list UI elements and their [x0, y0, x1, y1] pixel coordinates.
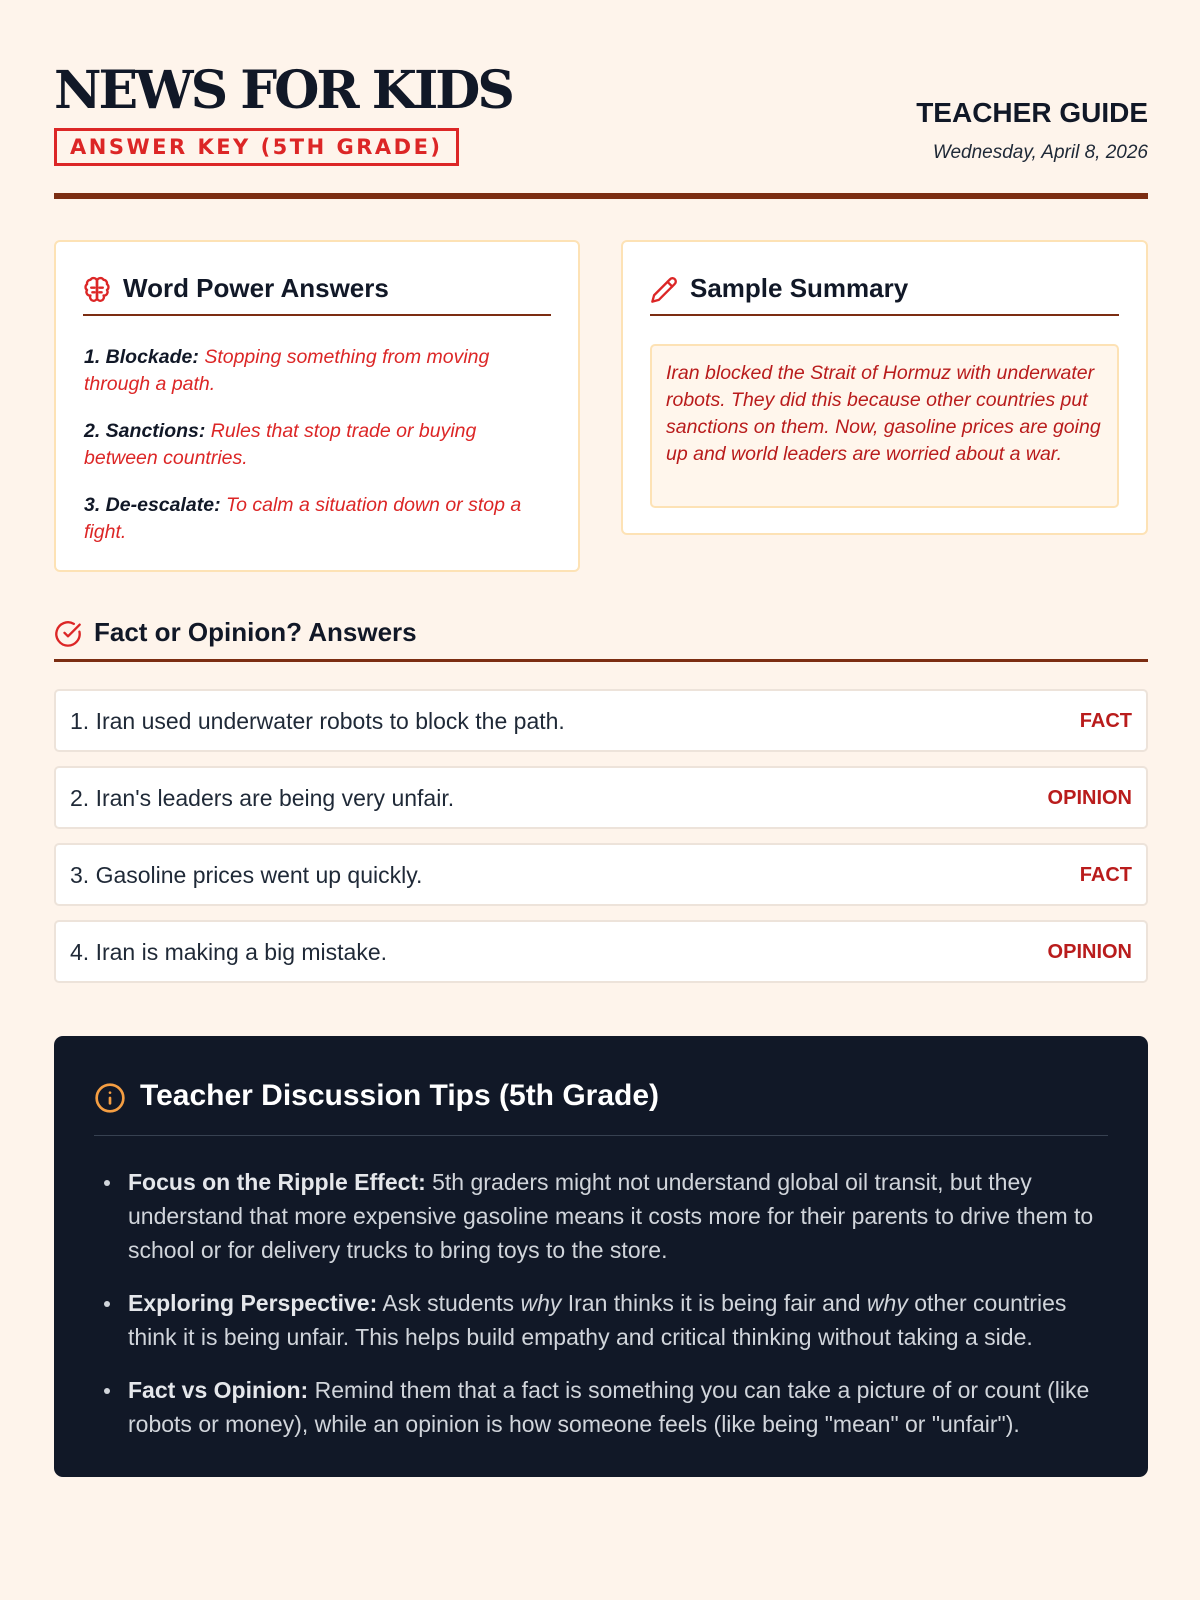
statement-text: 4. Iran is making a big mistake. [70, 939, 388, 965]
tip-label: Fact vs Opinion: [128, 1377, 309, 1403]
guide-title: TEACHER GUIDE [916, 97, 1148, 128]
tip-label: Focus on the Ripple Effect: [128, 1169, 426, 1195]
answer-label: FACT [1079, 710, 1132, 732]
word-power-list [84, 344, 538, 566]
tip-item [128, 1286, 1100, 1354]
word-item [84, 344, 538, 398]
tip-emphasis: why [866, 1290, 908, 1316]
sample-summary-text: Iran blocked the Strait of Hormuz with underwater robots. They did this because other countries put sanctions on them. Now, gasoline prices are going up and world leaders are worried about a war. [650, 344, 1119, 508]
brain-icon [83, 276, 111, 304]
answer-key-badge: ANSWER KEY (5TH GRADE) [54, 128, 459, 166]
word-term: 2. Sanctions: [84, 420, 206, 442]
word-power-card [54, 240, 580, 572]
fact-opinion-row [54, 843, 1148, 906]
word-definition: Stopping something from moving through a path. [84, 346, 490, 395]
word-term: 3. De-escalate: [84, 494, 221, 516]
guide-date: Wednesday, April 8, 2026 [932, 142, 1148, 163]
fact-opinion-header [54, 608, 1148, 662]
masthead [54, 0, 1148, 200]
teacher-tips-header [94, 1074, 1108, 1136]
tip-text: 5th graders might not understand global oil transit, but they understand that more expensive gasoline means it costs more for their parents to drive them to school or for delivery trucks to bring toys to the store. [128, 1169, 1094, 1263]
fact-opinion-title: Fact or Opinion? Answers [94, 617, 417, 647]
fact-opinion-row [54, 920, 1148, 983]
sample-summary-card [621, 240, 1148, 535]
word-definition: To calm a situation down or stop a fight. [84, 494, 522, 543]
word-power-title: Word Power Answers [123, 273, 389, 303]
info-icon [94, 1082, 126, 1114]
tip-label: Exploring Perspective: [128, 1290, 378, 1316]
word-definition: Rules that stop trade or buying between countries. [84, 420, 477, 469]
word-power-header [83, 268, 551, 316]
tip-item [128, 1373, 1100, 1441]
teacher-tips-list [128, 1165, 1100, 1460]
tip-text: Ask students [382, 1290, 515, 1316]
tip-emphasis: why [520, 1290, 562, 1316]
fact-opinion-row [54, 766, 1148, 829]
pencil-icon [650, 276, 678, 304]
tip-item [128, 1165, 1100, 1267]
word-item [84, 418, 538, 472]
word-item [84, 492, 538, 546]
tip-text: Iran thinks it is being fair and [567, 1290, 861, 1316]
statement-text: 2. Iran's leaders are being very unfair. [70, 785, 455, 811]
tip-text: other countries think it is being unfair. This helps build empathy and critical thinking without taking a side. [128, 1290, 1067, 1350]
answer-key-page [54, 0, 1148, 1437]
sample-summary-title: Sample Summary [690, 273, 909, 303]
word-term: 1. Blockade: [84, 346, 199, 368]
site-logo: NEWS FOR KIDS [54, 60, 512, 121]
fact-opinion-row [54, 689, 1148, 752]
teacher-tips-panel [54, 1036, 1148, 1477]
statement-text: 1. Iran used underwater robots to block the path. [70, 708, 565, 734]
sample-summary-header [650, 268, 1119, 316]
teacher-tips-title: Teacher Discussion Tips (5th Grade) [140, 1079, 660, 1112]
tip-text: Remind them that a fact is something you can take a picture of or count (like robots or money), while an opinion is how someone feels (like being "mean" or "unfair"). [128, 1377, 1090, 1437]
check-circle-icon [54, 620, 82, 648]
statement-text: 3. Gasoline prices went up quickly. [70, 862, 423, 888]
answer-label: OPINION [1047, 941, 1132, 963]
header-divider [54, 193, 1148, 199]
answer-label: OPINION [1047, 787, 1132, 809]
answer-label: FACT [1079, 864, 1132, 886]
